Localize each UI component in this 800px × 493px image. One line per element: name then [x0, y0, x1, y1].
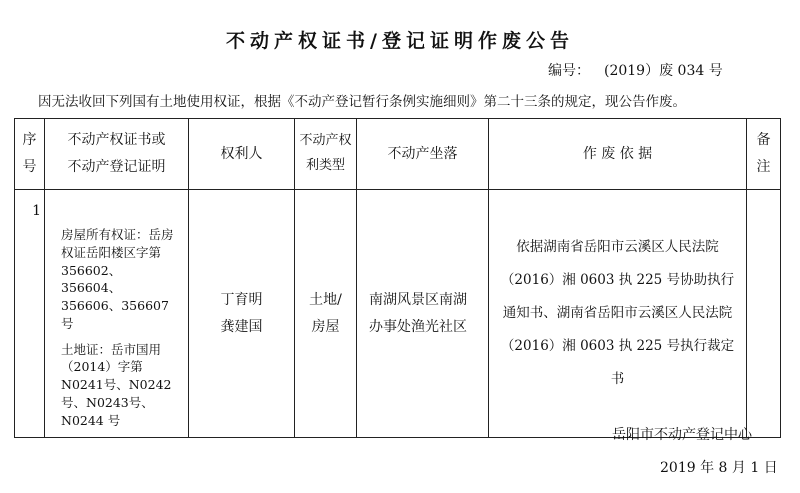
table-row: [15, 190, 781, 438]
header-remark: 备 注: [747, 119, 781, 190]
notice-title: 不动产权证书/登记证明作废公告: [226, 30, 574, 52]
header-location: 不动产坐落: [357, 119, 489, 190]
header-seq: 序 号: [15, 119, 45, 190]
header-basis: 作 废 依 据: [489, 119, 747, 190]
row-right-type: 土地/ 房屋: [295, 190, 357, 438]
row-certificates: [45, 190, 189, 438]
notice-preamble: 因无法收回下列国有土地使用权证，根据《不动产登记暂行条例实施细则》第二十三条的规定，现公告作废。: [38, 94, 686, 110]
holder-name: 龚建国: [220, 318, 263, 335]
land-certificate-text: 土地证：岳市国用（2014）字第 N0241号、N0242 号、N0243号、N0244 号: [61, 341, 172, 428]
issue-date: 2019 年 8 月 1 日: [660, 460, 778, 476]
row-seq: 1: [15, 190, 45, 438]
header-certificate: 不动产权证书或 不动产登记证明: [45, 119, 189, 190]
row-basis: 依据湖南省岳阳市云溪区人民法院（2016）湘 0603 执 225 号协助执行通知书、湖南省岳阳市云溪区人民法院（2016）湘 0603 执 225 号执行裁定书: [489, 190, 747, 438]
void-certificate-table: [14, 118, 781, 438]
header-right-type: 不动产权 利类型: [295, 119, 357, 190]
house-certificate-text: 房屋所有权证：岳房权证岳阳楼区字第356602、356604、356606、356607 号: [61, 227, 174, 331]
issuing-authority: 岳阳市不动产登记中心: [612, 427, 752, 443]
document-number-label: 编号：: [548, 63, 590, 79]
document-number: [548, 60, 723, 80]
row-location: 南湖风景区南湖办事处渔光社区: [357, 190, 489, 438]
document-number-value: (2019）废 034 号: [604, 63, 723, 79]
header-holder: 权利人: [189, 119, 295, 190]
row-remark: [747, 190, 781, 438]
holder-name: 丁育明: [220, 292, 263, 309]
row-holders: [189, 190, 295, 438]
table-header-row: [15, 119, 781, 190]
